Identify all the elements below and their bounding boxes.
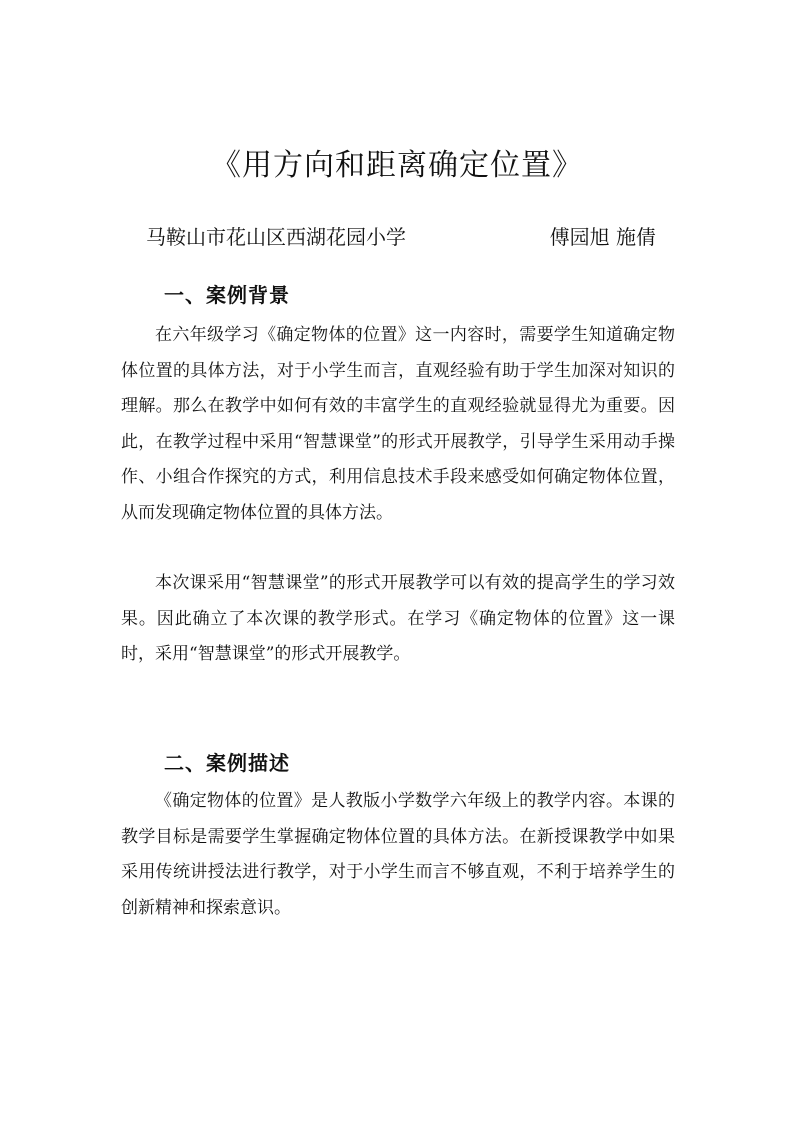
paragraph-background-1: 在六年级学习《确定物体的位置》这一内容时，需要学生知道确定物体位置的具体方法，对于小学生而言，直观经验有助于学生加深对知识的理解。那么在教学中如何有效的丰富学生的直观经验就显得尤为重要。因此，在教学过程中采用“智慧课堂”的形式开展教学，引导学生采用动手操作、小组合作探究的方式，利用信息技术手段来感受如何确定物体位置，从而发现确定物体位置的具体方法。 bbox=[121, 325, 675, 523]
author-names: 傅园旭 施倩 bbox=[549, 225, 656, 249]
paragraph-background-2: 本次课采用“智慧课堂”的形式开展教学可以有效的提高学生的学习效果。因此确立了本次课的教学形式。在学习《确定物体的位置》这一课时，采用“智慧课堂”的形式开展教学。 bbox=[121, 573, 675, 664]
school-name: 马鞍山市花山区西湖花园小学 bbox=[146, 225, 406, 249]
section-heading-background: 一、案例背景 bbox=[164, 283, 290, 307]
document-title: 《用方向和距离确定位置》 bbox=[211, 148, 583, 183]
byline bbox=[146, 221, 656, 250]
paragraph-description-1: 《确定物体的位置》是人教版小学数学六年级上的教学内容。本课的教学目标是需要学生掌握确定物体位置的具体方法。在新授课教学中如果采用传统讲授法进行教学，对于小学生而言不够直观，不利于培养学生的创新精神和探索意识。 bbox=[121, 791, 675, 918]
section-heading-description: 二、案例描述 bbox=[164, 751, 290, 775]
